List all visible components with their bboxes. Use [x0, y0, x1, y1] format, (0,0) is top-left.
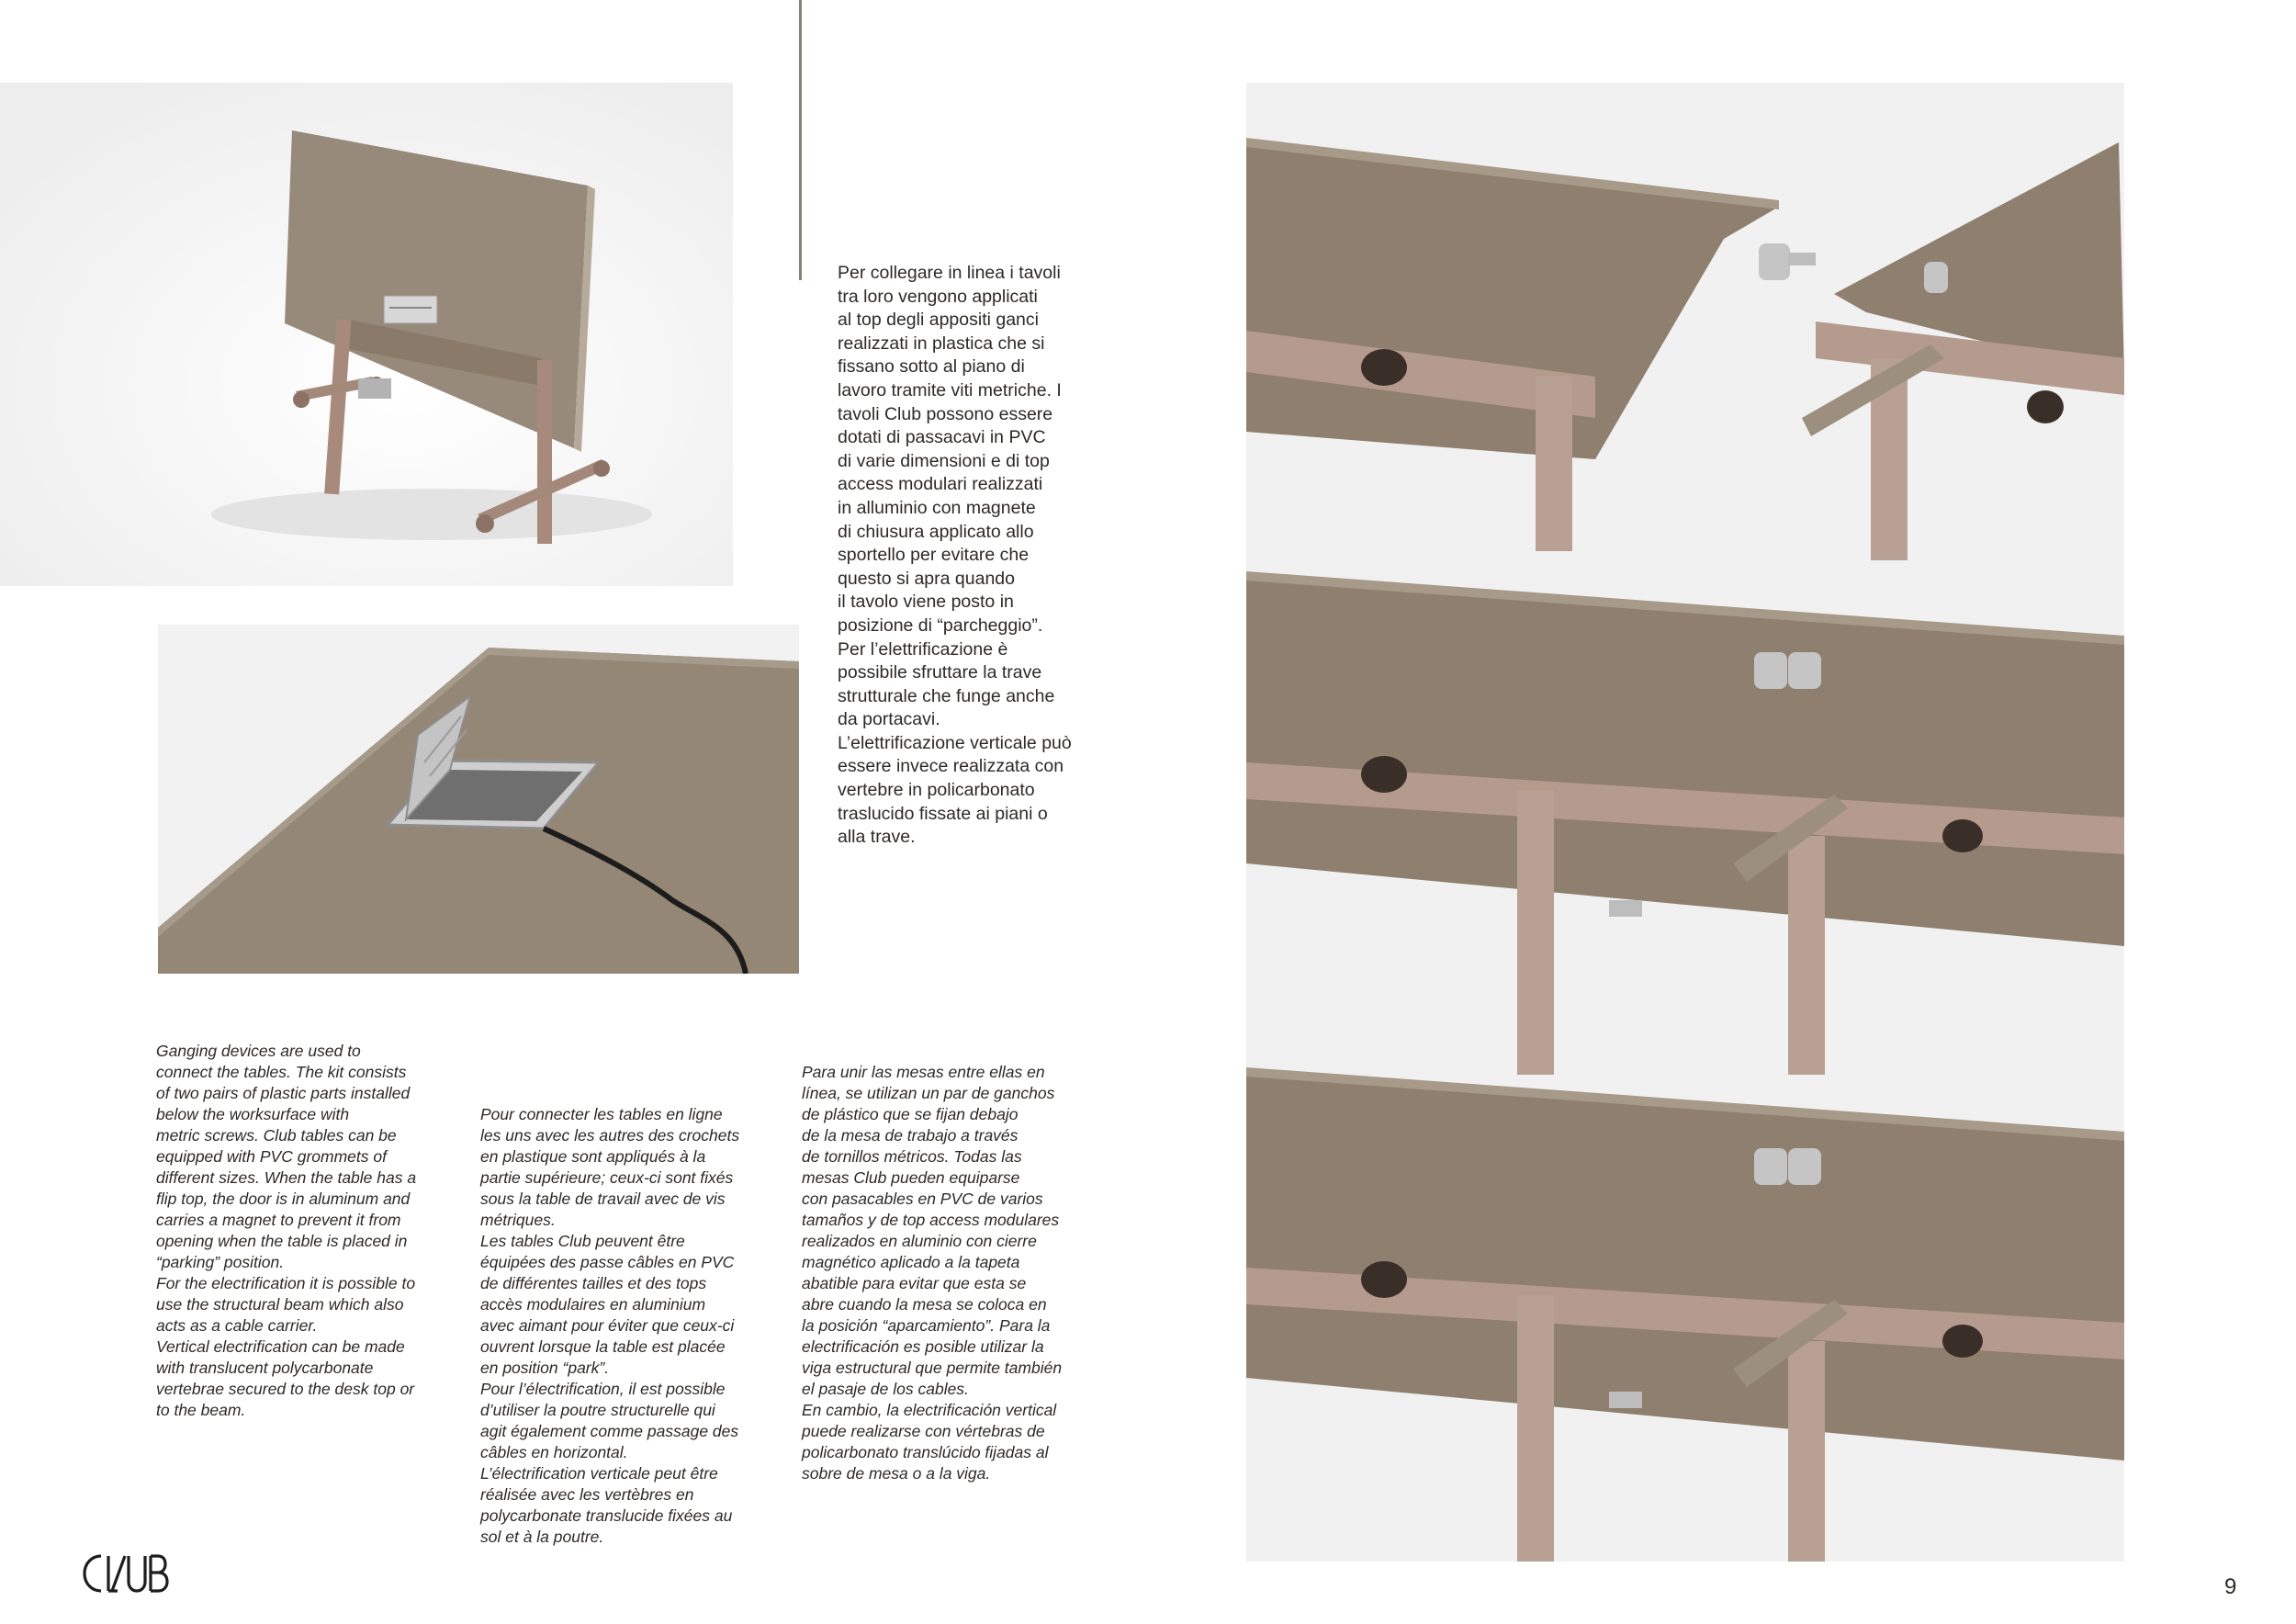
page-number: 9 [2224, 1574, 2237, 1599]
paragraph-english: Ganging devices are used to connect the tables. The kit consists of two pairs of plastic parts installed below the worksurface with metric screws. Club tables can be equipped with PVC grommets of different sizes. When the table has a flip top, the door is in aluminum and carries a magnet to prevent it from opening when the table is placed in “parking” position. For the electrification it is possible to use the structural beam which also acts as a cable carrier. Vertical electrification can be made with translucent polycarbonate vertebrae secured to the desk top or to the beam. [156, 1042, 417, 1419]
paragraph-spanish: Para unir las mesas entre ellas en línea, se utilizan un par de ganchos de plástico que se fijan debajo de la mesa de trabajo a través de tornillos métricos. Todas las mesas Club pueden equiparse con pasacables en PVC de varios tamaños y de top access modulares realizados en aluminio con cierre magnético aplicado a la tapeta abatible para evitar que esta se abre cuando la mesa se coloca en la posición “aparcamiento”. Para la electrificación es posible utilizar la viga estructural que permite también el pasaje de los cables. En cambio, la electrificación vertical puede realizarse con vértebras de policarbonato translúcido fijadas al sobre de mesa o a la viga. [802, 1063, 1063, 1483]
column-divider [799, 0, 802, 280]
photo-ganging-devices [1246, 83, 2124, 1562]
photo-flip-top-table [0, 83, 733, 586]
paragraph-french: Pour connecter les tables en ligne les uns avec les autres des crochets en plastique sont appliqués à la partie supérieure; ceux-ci sont fixés sous la table de travail avec de vis métriques. Les tables Club peuvent être équipées des passe câbles en PVC de différentes tailles et des tops accès modulaires en aluminium avec aimant pour éviter que ceux-ci ouvrent lorsque la table est placée en position “park”. Pour l’électrification, il est possible d’utiliser la poutre structurelle qui agit également comme passage des câbles en horizontal. L’électrification verticale peut être réalisée avec les vertèbres en polycarbonate translucide fixées au sol et à la poutre. [480, 1105, 740, 1546]
club-logo [81, 1551, 169, 1596]
photo-top-access [158, 625, 799, 974]
paragraph-italian: Per collegare in linea i tavoli tra loro vengono applicati al top degli appositi ganci realizzati in plastica che si fissano sotto al piano di lavoro tramite viti metriche. I tavoli Club possono essere dotati di passacavi in PVC di varie dimensioni e di top access modulari realizzati in alluminio con magnete di chiusura applicato allo sportello per evitare che questo si apra quando il tavolo viene posto in posizione di “parcheggio”. Per l’elettrificazione è possibile sfruttare la trave strutturale che funge anche da portacavi. L’elettrificazione verticale può essere invece realizzata con vertebre in policarbonato traslucido fissate ai piani o alla trave. [838, 263, 1072, 848]
